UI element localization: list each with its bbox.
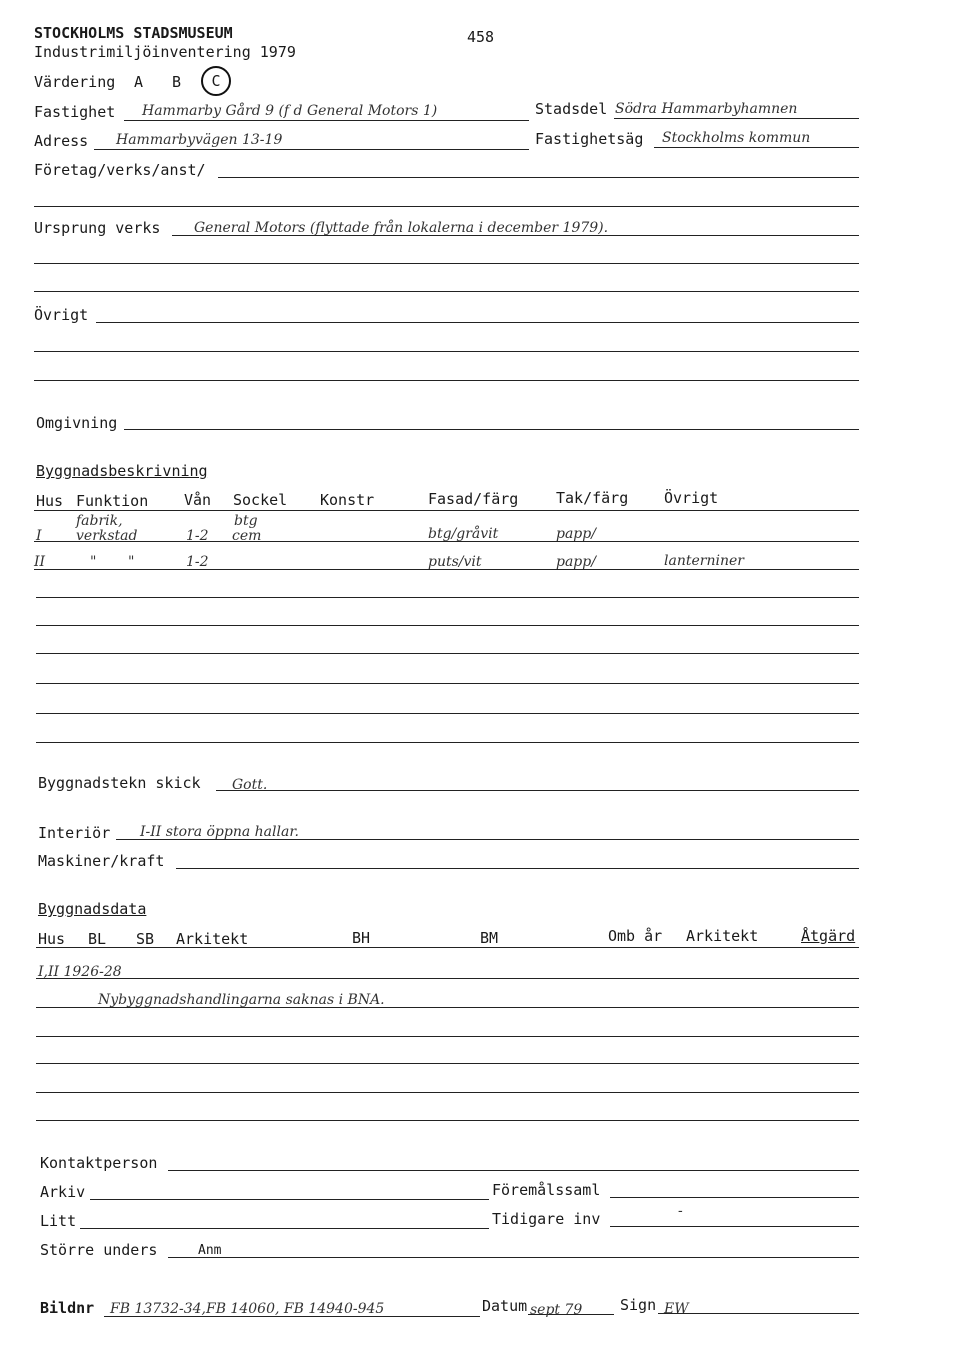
row1-hus: I: [36, 528, 42, 544]
row1-van: 1-2: [186, 528, 209, 544]
foretag-line: [218, 177, 859, 178]
skick-label: Byggnadstekn skick: [38, 774, 201, 792]
origin-value: General Motors (flyttade från lokalerna i december 1979).: [194, 220, 609, 236]
blank-line: [36, 742, 859, 743]
row2-fasad: puts/vit: [428, 554, 482, 570]
data-row-2: Nybyggnadshandlingarna saknas i BNA.: [98, 992, 385, 1008]
data-col-arkitekt-2: Arkitekt: [686, 927, 759, 945]
maskiner-label: Maskiner/kraft: [38, 852, 165, 870]
blank-line: [36, 1092, 859, 1093]
data-col-atgard: Åtgärd: [801, 927, 856, 945]
blank-line: [36, 713, 859, 714]
museum-name: STOCKHOLMS STADSMUSEUM: [34, 24, 233, 42]
row1-sockel-2: cem: [232, 528, 262, 544]
kontakt-label: Kontaktperson: [40, 1154, 158, 1172]
row2-van: 1-2: [186, 554, 209, 570]
datum-label: Datum: [482, 1297, 528, 1315]
tidigare-value: -: [678, 1203, 683, 1219]
agare-line: [654, 147, 859, 148]
row1-funktion-2: verkstad: [76, 528, 138, 544]
blank-line: [36, 625, 859, 626]
skick-line: [216, 790, 859, 791]
foremal-line: [610, 1197, 859, 1198]
blank-line: [36, 1036, 859, 1037]
valuation-label: Värdering: [34, 73, 116, 91]
col-sockel: Sockel: [233, 491, 288, 509]
col-konstr: Konstr: [320, 491, 375, 509]
data-col-bh: BH: [352, 929, 371, 947]
bildnr-value: FB 13732-34,FB 14060, FB 14940-945: [110, 1301, 385, 1317]
row1-fasad: btg/gråvit: [428, 526, 499, 542]
interior-value: I-II stora öppna hallar.: [140, 824, 299, 840]
fastighet-label: Fastighet: [34, 103, 116, 121]
blank-line: [36, 1063, 859, 1064]
header-line: [34, 510, 859, 511]
sign-label: Sign: [620, 1296, 657, 1314]
data-col-sb: SB: [136, 930, 155, 948]
sign-value: EW: [664, 1301, 689, 1317]
blank-line: [34, 380, 859, 381]
adress-line: [94, 149, 529, 150]
tidigare-line: [610, 1226, 859, 1227]
omgivning-label: Omgivning: [36, 414, 118, 432]
document-number: 458: [467, 28, 495, 46]
blank-line: [36, 653, 859, 654]
stadsdel-value: Södra Hammarbyhamnen: [615, 101, 798, 117]
maskiner-line: [176, 868, 859, 869]
agare-value: Stockholms kommun: [662, 130, 811, 146]
blank-line: [34, 291, 859, 292]
agare-label: Fastighetsäg: [535, 130, 644, 148]
data-row-2-line: [36, 1007, 859, 1008]
row2-hus: II: [34, 554, 46, 570]
grade-c: C: [211, 72, 221, 90]
blank-line: [36, 597, 859, 598]
storre-value: Anm: [198, 1243, 222, 1258]
litt-label: Litt: [40, 1212, 77, 1230]
kontakt-line: [168, 1170, 859, 1171]
col-ovrigt: Övrigt: [664, 489, 719, 507]
tidigare-label: Tidigare inv: [492, 1210, 601, 1228]
ovrigt-label: Övrigt: [34, 306, 89, 324]
omgivning-line: [124, 429, 859, 430]
data-col-bl: BL: [88, 930, 107, 948]
data-row-1-line: [36, 978, 859, 979]
grade-c-circled: [201, 66, 231, 96]
data-col-arkitekt: Arkitekt: [176, 930, 249, 948]
row2-tak: papp/: [556, 554, 596, 570]
adress-value: Hammarbyvägen 13-19: [116, 132, 283, 148]
col-hus: Hus: [36, 492, 64, 510]
data-row-1: I,II 1926-28: [38, 964, 122, 980]
foremal-label: Föremålssaml: [492, 1181, 601, 1199]
col-van: Vån: [184, 491, 212, 509]
bildnr-label: Bildnr: [40, 1299, 95, 1317]
blank-line: [34, 206, 859, 207]
storre-label: Större unders: [40, 1241, 158, 1259]
skick-value: Gott.: [232, 777, 268, 793]
adress-label: Adress: [34, 132, 89, 150]
blank-line: [34, 351, 859, 352]
data-header-line: [36, 947, 859, 948]
data-col-bm: BM: [480, 929, 499, 947]
data-heading: Byggnadsdata: [38, 900, 147, 918]
datum-value: sept 79: [530, 1302, 583, 1318]
row1-sockel-1: btg: [234, 513, 258, 529]
arkiv-line: [90, 1199, 489, 1200]
row1-funktion-1: fabrik,: [76, 513, 123, 529]
blank-line: [34, 263, 859, 264]
row2-line: [34, 569, 859, 570]
origin-label: Ursprung verks: [34, 219, 161, 237]
ovrigt-line: [96, 322, 859, 323]
fastighet-line: [124, 120, 529, 121]
interior-label: Interiör: [38, 824, 111, 842]
storre-line: [168, 1257, 859, 1258]
row1-line: [34, 541, 859, 542]
fastighet-value: Hammarby Gård 9 (f d General Motors 1): [142, 103, 438, 119]
blank-line: [36, 683, 859, 684]
foretag-label: Företag/verks/anst/: [34, 161, 206, 179]
col-tak: Tak/färg: [556, 489, 629, 507]
data-col-omb: Omb år: [608, 927, 663, 945]
row1-tak: papp/: [556, 526, 596, 542]
stadsdel-label: Stadsdel: [535, 100, 608, 118]
building-heading: Byggnadsbeskrivning: [36, 462, 208, 480]
litt-line: [80, 1228, 489, 1229]
col-funktion: Funktion: [76, 492, 149, 510]
arkiv-label: Arkiv: [40, 1183, 86, 1201]
grade-b: B: [172, 73, 182, 91]
data-col-hus: Hus: [38, 930, 66, 948]
row2-ovrigt: lanterniner: [664, 553, 744, 569]
row2-funktion-1: ": [90, 554, 97, 570]
inventory-title: Industrimiljöinventering 1979: [34, 43, 296, 61]
stadsdel-line: [614, 118, 859, 119]
grade-a: A: [134, 73, 144, 91]
row2-funktion-2: ": [128, 554, 135, 570]
blank-line: [36, 1120, 859, 1121]
col-fasad: Fasad/färg: [428, 490, 519, 508]
